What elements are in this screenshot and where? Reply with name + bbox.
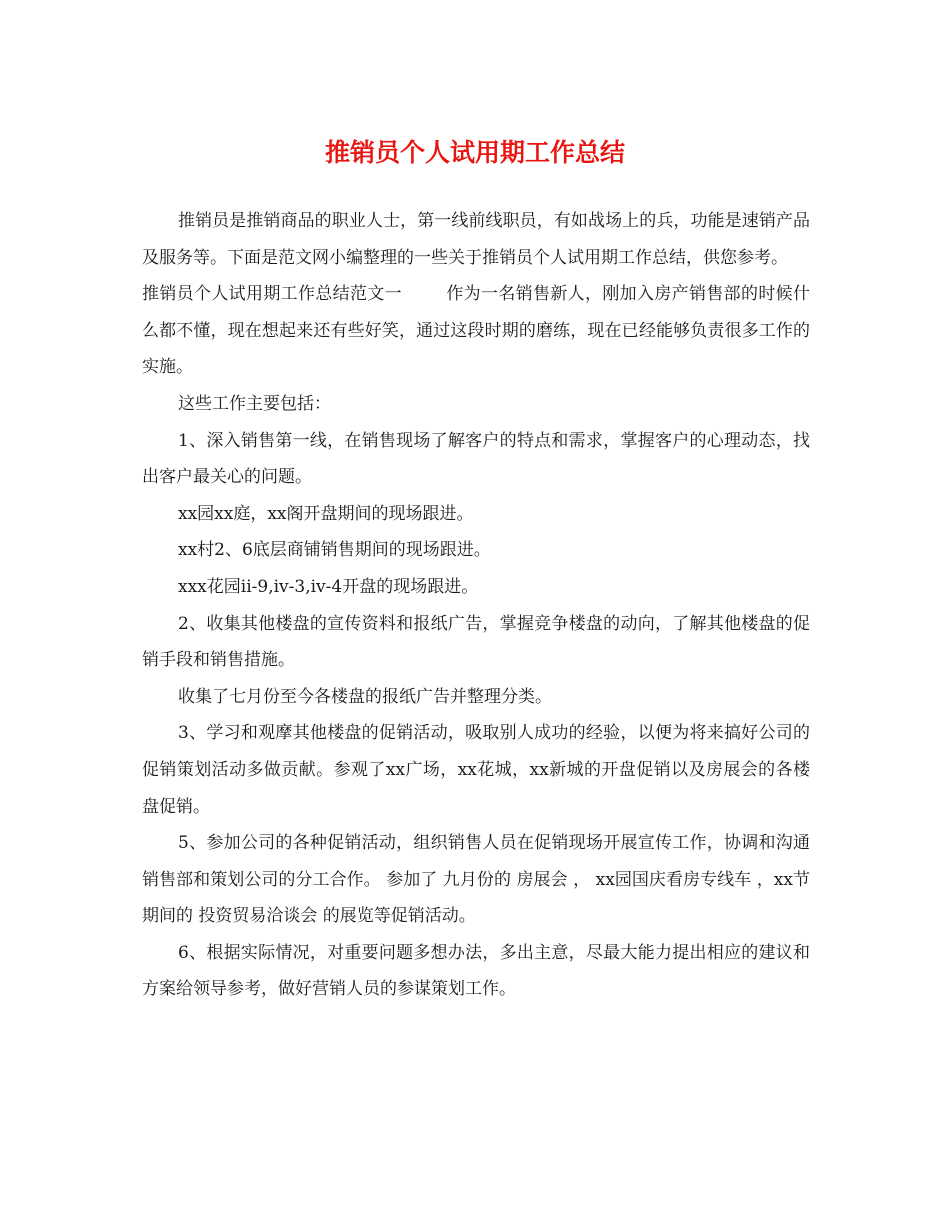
document-title: 推销员个人试用期工作总结 (324, 138, 625, 167)
sample-heading: 推销员个人试用期工作总结范文一 (142, 284, 402, 305)
work-intro-paragraph: 这些工作主要包括： (178, 393, 331, 414)
sample-paragraph (142, 276, 810, 386)
intro-paragraph: 推销员是推销商品的职业人士，第一线前线职员，有如战场上的兵，功能是速销产品及服务等。下面是范文网小编整理的一些关于推销员个人试用期工作总结，供您参考。 (142, 211, 810, 268)
work-item-1: 1、深入销售第一线，在销售现场了解客户的特点和需求，掌握客户的心理动态，找出客户最关心的问题。 (142, 430, 810, 488)
work-item-6: 6、根据实际情况，对重要问题多想办法，多出主意，尽最大能力提出相应的建议和方案给领导参考，做好营销人员的参谋策划工作。 (142, 942, 810, 1000)
sample-body: 作为一名销售新人，刚加入房产销售部的时候什么都不懂，现在想起来还有些好笑，通过这段时期的磨练，现在已经能够负责很多工作的实施。 (142, 284, 810, 378)
work-item-3: 3、学习和观摩其他楼盘的促销活动，吸取别人成功的经验，以便为将来搞好公司的促销策划活动多做贡献。参观了xx广场，xx花城，xx新城的开盘促销以及房展会的各楼盘促销。 (142, 723, 810, 817)
work-detail-1c: xxx花园ii-9,iv-3,iv-4开盘的现场跟进。 (178, 576, 479, 597)
document-body (142, 203, 810, 1008)
work-item-5: 5、参加公司的各种促销活动，组织销售人员在促销现场开展宣传工作，协调和沟通销售部和策划公司的分工合作。 参加了 九月份的 房展会 ， xx园国庆看房专线车 ，xx节期间的 投资贸易洽谈会 的展览等促销活动。 (142, 833, 810, 927)
work-detail-2: 收集了七月份至今各楼盘的报纸广告并整理分类。 (178, 686, 552, 707)
work-item-2: 2、收集其他楼盘的宣传资料和报纸广告，掌握竞争楼盘的动向，了解其他楼盘的促销手段和销售措施。 (142, 613, 810, 671)
work-detail-1b: xx村2、6底层商铺销售期间的现场跟进。 (178, 540, 491, 561)
work-detail-1a: xx园xx庭，xx阁开盘期间的现场跟进。 (178, 503, 474, 524)
